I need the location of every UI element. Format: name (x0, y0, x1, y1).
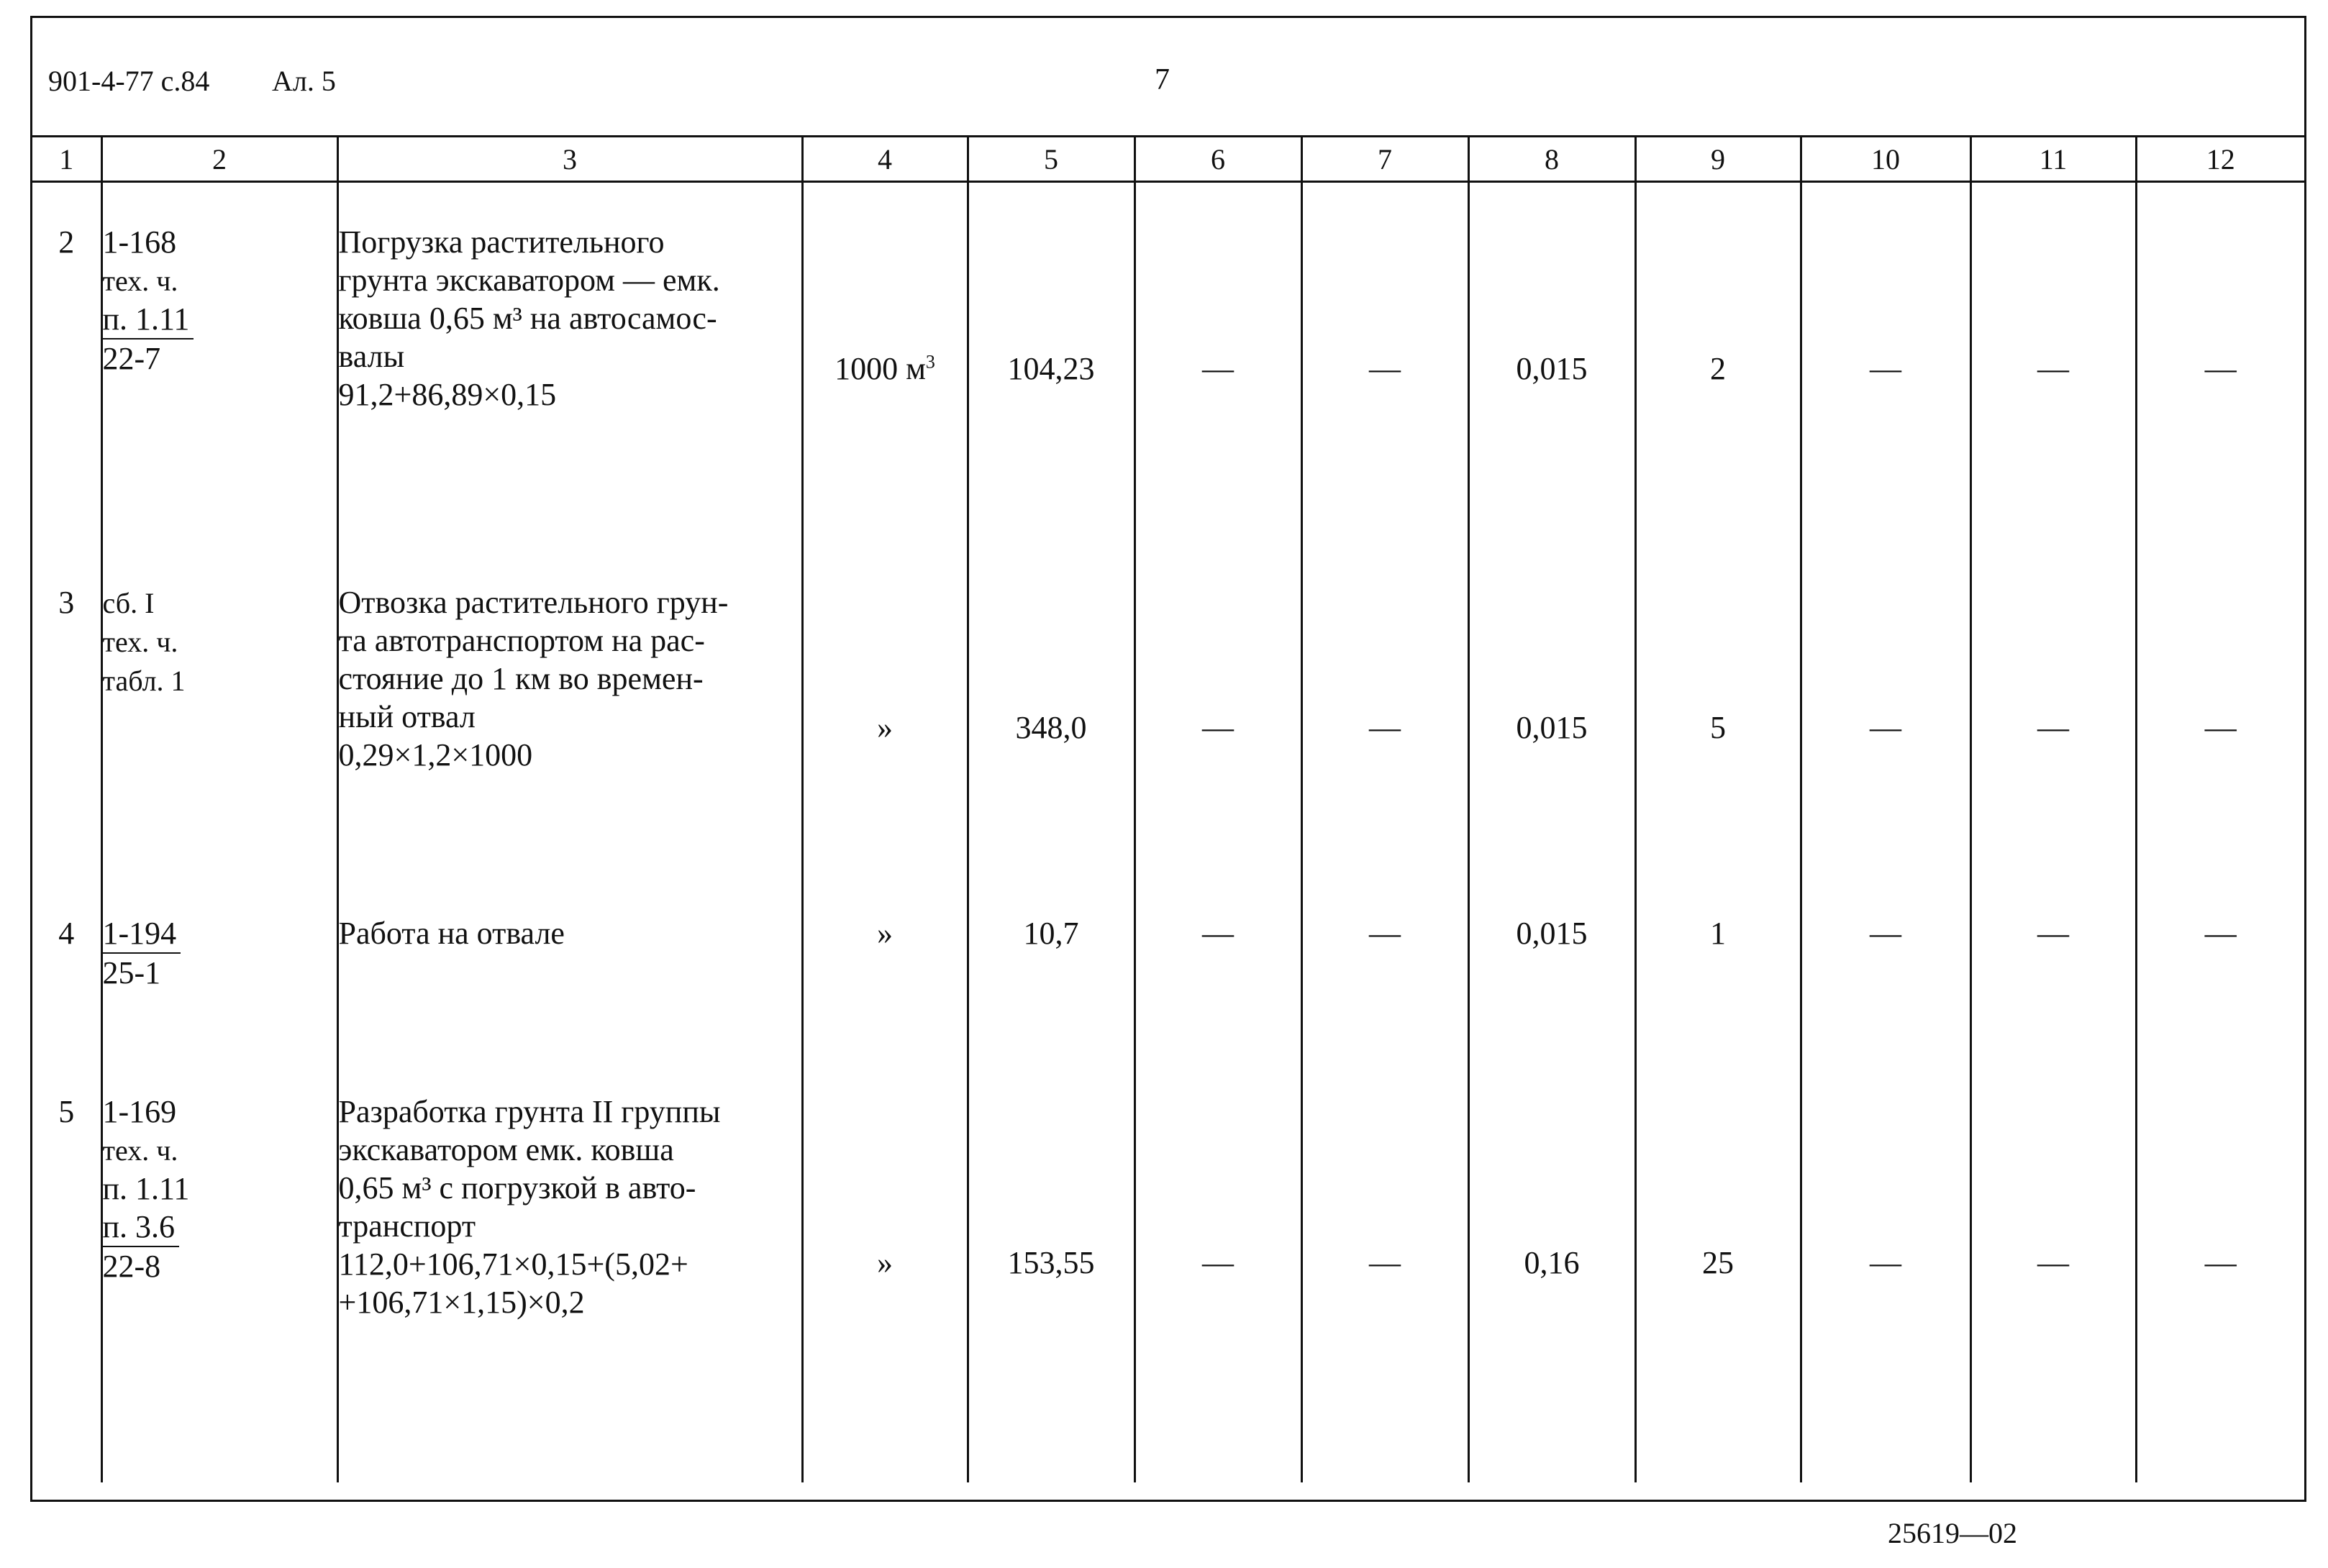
norm-reference-cell (101, 182, 337, 533)
cell-value: 0,015 (1516, 915, 1588, 951)
cell-value: — (2037, 1244, 2069, 1280)
cell-value: — (1870, 709, 1901, 745)
cell-value: — (1870, 915, 1901, 951)
column-header: 3 (337, 137, 802, 182)
description-line: 112,0+106,71×0,15+(5,02+ (338, 1246, 688, 1282)
value-cell-col-12 (2136, 533, 2304, 885)
value-cell-col-6 (1135, 885, 1301, 1055)
table-row (32, 182, 2304, 533)
footer-code: 25619—02 (1888, 1517, 2017, 1549)
column-number-row (32, 137, 2304, 182)
norm-reference-line: п. 1.11 (103, 300, 194, 339)
value-cell-col-7 (1301, 182, 1468, 533)
description-line: +106,71×1,15)×0,2 (338, 1284, 585, 1320)
cell-value: 104,23 (1007, 351, 1095, 386)
value-cell-col-7 (1301, 533, 1468, 885)
norm-reference-line: 22-7 (102, 341, 161, 376)
sheet-label: Ал. 5 (272, 65, 336, 97)
value-cell-col-11 (1970, 1055, 2136, 1482)
document-sheet (30, 16, 2306, 1502)
unit-value: » (877, 1244, 893, 1280)
cell-value: — (1870, 1244, 1901, 1280)
description-line: ковша 0,65 м³ на автосамос- (338, 301, 717, 336)
value-cell-col-12 (2136, 182, 2304, 533)
page-number: 7 (1155, 63, 1170, 96)
doc-code: 901-4-77 с.84 (48, 65, 210, 97)
cell-value: — (2204, 709, 2237, 745)
value-cell-col-8 (1468, 885, 1635, 1055)
cell-value: — (1202, 1244, 1234, 1280)
description-line: 0,29×1,2×1000 (338, 737, 533, 772)
cell-value: 0,015 (1516, 351, 1588, 386)
table-row (32, 885, 2304, 1055)
cell-value: — (1369, 351, 1401, 386)
unit-cell (802, 885, 968, 1055)
value-cell-col-11 (1970, 533, 2136, 885)
description-line: та автотранспортом на рас- (338, 622, 705, 658)
norm-reference-line: сб. I (102, 586, 155, 619)
cell-value: — (2204, 1244, 2237, 1280)
column-header: 10 (1801, 137, 1970, 182)
value-cell-col-5 (968, 885, 1135, 1055)
cell-value: 1 (1710, 915, 1726, 951)
unit-cell (802, 1055, 968, 1482)
norm-reference-line: 1-168 (102, 224, 177, 260)
value-cell-col-7 (1301, 1055, 1468, 1482)
row-number-cell (32, 533, 101, 885)
column-header: 6 (1135, 137, 1301, 182)
unit-value: » (877, 915, 893, 951)
value-cell-col-6 (1135, 182, 1301, 533)
column-header: 12 (2136, 137, 2304, 182)
value-cell-col-6 (1135, 533, 1301, 885)
description-line: 91,2+86,89×0,15 (338, 377, 557, 412)
row-number: 2 (58, 224, 75, 260)
unit-value: 1000 м (835, 351, 926, 386)
value-cell-col-5 (968, 182, 1135, 533)
cell-value: 0,015 (1516, 709, 1588, 745)
estimate-table (32, 137, 2304, 1482)
norm-reference-line: п. 3.6 (103, 1208, 180, 1247)
value-cell-col-10 (1801, 182, 1970, 533)
unit-exponent: 3 (925, 351, 935, 373)
cell-value: 153,55 (1007, 1244, 1095, 1280)
cell-value: — (1369, 1244, 1401, 1280)
work-description-cell (337, 182, 802, 533)
header-strip (32, 18, 2304, 137)
value-cell-col-7 (1301, 885, 1468, 1055)
norm-reference-line: тех. ч. (102, 1134, 178, 1167)
description-line: грунта экскаватором — емк. (338, 263, 720, 298)
value-cell-col-9 (1635, 182, 1801, 533)
unit-value: » (877, 709, 893, 745)
work-description-cell (337, 1055, 802, 1482)
norm-reference-line: 25-1 (102, 954, 161, 990)
unit-cell (802, 182, 968, 533)
description-line: транспорт (338, 1208, 476, 1244)
norm-reference-line: тех. ч. (102, 625, 178, 658)
value-cell-col-12 (2136, 1055, 2304, 1482)
row-number-cell (32, 182, 101, 533)
value-cell-col-5 (968, 533, 1135, 885)
norm-reference-cell (101, 533, 337, 885)
cell-value: — (1369, 915, 1401, 951)
value-cell-col-10 (1801, 1055, 1970, 1482)
work-description-cell (337, 885, 802, 1055)
norm-reference-line: п. 1.11 (102, 1170, 190, 1206)
description-line: экскаватором емк. ковша (338, 1131, 674, 1167)
value-cell-col-8 (1468, 533, 1635, 885)
value-cell-col-10 (1801, 885, 1970, 1055)
row-number-cell (32, 885, 101, 1055)
value-cell-col-10 (1801, 533, 1970, 885)
column-header: 7 (1301, 137, 1468, 182)
norm-reference-cell (101, 1055, 337, 1482)
column-header: 1 (32, 137, 101, 182)
cell-value: — (2204, 351, 2237, 386)
value-cell-col-8 (1468, 1055, 1635, 1482)
norm-reference-line: тех. ч. (102, 265, 178, 297)
description-line: Работа на отвале (338, 915, 565, 951)
work-description-cell (337, 533, 802, 885)
cell-value: — (1202, 351, 1234, 386)
norm-reference-line: 1-169 (102, 1093, 177, 1129)
unit-cell (802, 533, 968, 885)
description-line: Отвозка растительного грун- (338, 584, 729, 620)
value-cell-col-9 (1635, 1055, 1801, 1482)
column-header: 9 (1635, 137, 1801, 182)
description-line: валы (338, 339, 405, 374)
cell-value: 0,16 (1524, 1244, 1580, 1280)
column-header: 2 (101, 137, 337, 182)
cell-value: 2 (1710, 351, 1726, 386)
cell-value: — (2037, 915, 2069, 951)
row-number: 4 (58, 915, 75, 951)
column-header: 4 (802, 137, 968, 182)
description-line: Разработка грунта II группы (338, 1093, 721, 1129)
cell-value: 348,0 (1015, 709, 1087, 745)
value-cell-col-6 (1135, 1055, 1301, 1482)
value-cell-col-9 (1635, 885, 1801, 1055)
norm-reference-line: табл. 1 (102, 664, 186, 697)
value-cell-col-8 (1468, 182, 1635, 533)
description-line: стояние до 1 км во времен- (338, 660, 704, 696)
cell-value: 10,7 (1023, 915, 1079, 951)
value-cell-col-5 (968, 1055, 1135, 1482)
value-cell-col-11 (1970, 885, 2136, 1055)
description-line: Погрузка растительного (338, 224, 665, 260)
norm-reference-line: 1-194 (103, 914, 181, 954)
value-cell-col-12 (2136, 885, 2304, 1055)
cell-value: — (1202, 915, 1234, 951)
cell-value: — (2204, 915, 2237, 951)
cell-value: — (1202, 709, 1234, 745)
value-cell-col-9 (1635, 533, 1801, 885)
table-row (32, 533, 2304, 885)
description-line: 0,65 м³ с погрузкой в авто- (338, 1170, 696, 1205)
row-number-cell (32, 1055, 101, 1482)
cell-value: — (2037, 351, 2069, 386)
cell-value: — (1870, 351, 1901, 386)
column-header: 5 (968, 137, 1135, 182)
row-number: 3 (58, 584, 75, 620)
cell-value: — (2037, 709, 2069, 745)
cell-value: — (1369, 709, 1401, 745)
column-header: 8 (1468, 137, 1635, 182)
cell-value: 25 (1702, 1244, 1734, 1280)
table-row (32, 1055, 2304, 1482)
value-cell-col-11 (1970, 182, 2136, 533)
norm-reference-line: 22-8 (102, 1248, 161, 1284)
column-header: 11 (1970, 137, 2136, 182)
description-line: ный отвал (338, 698, 476, 734)
cell-value: 5 (1710, 709, 1726, 745)
norm-reference-cell (101, 885, 337, 1055)
row-number: 5 (58, 1093, 75, 1129)
